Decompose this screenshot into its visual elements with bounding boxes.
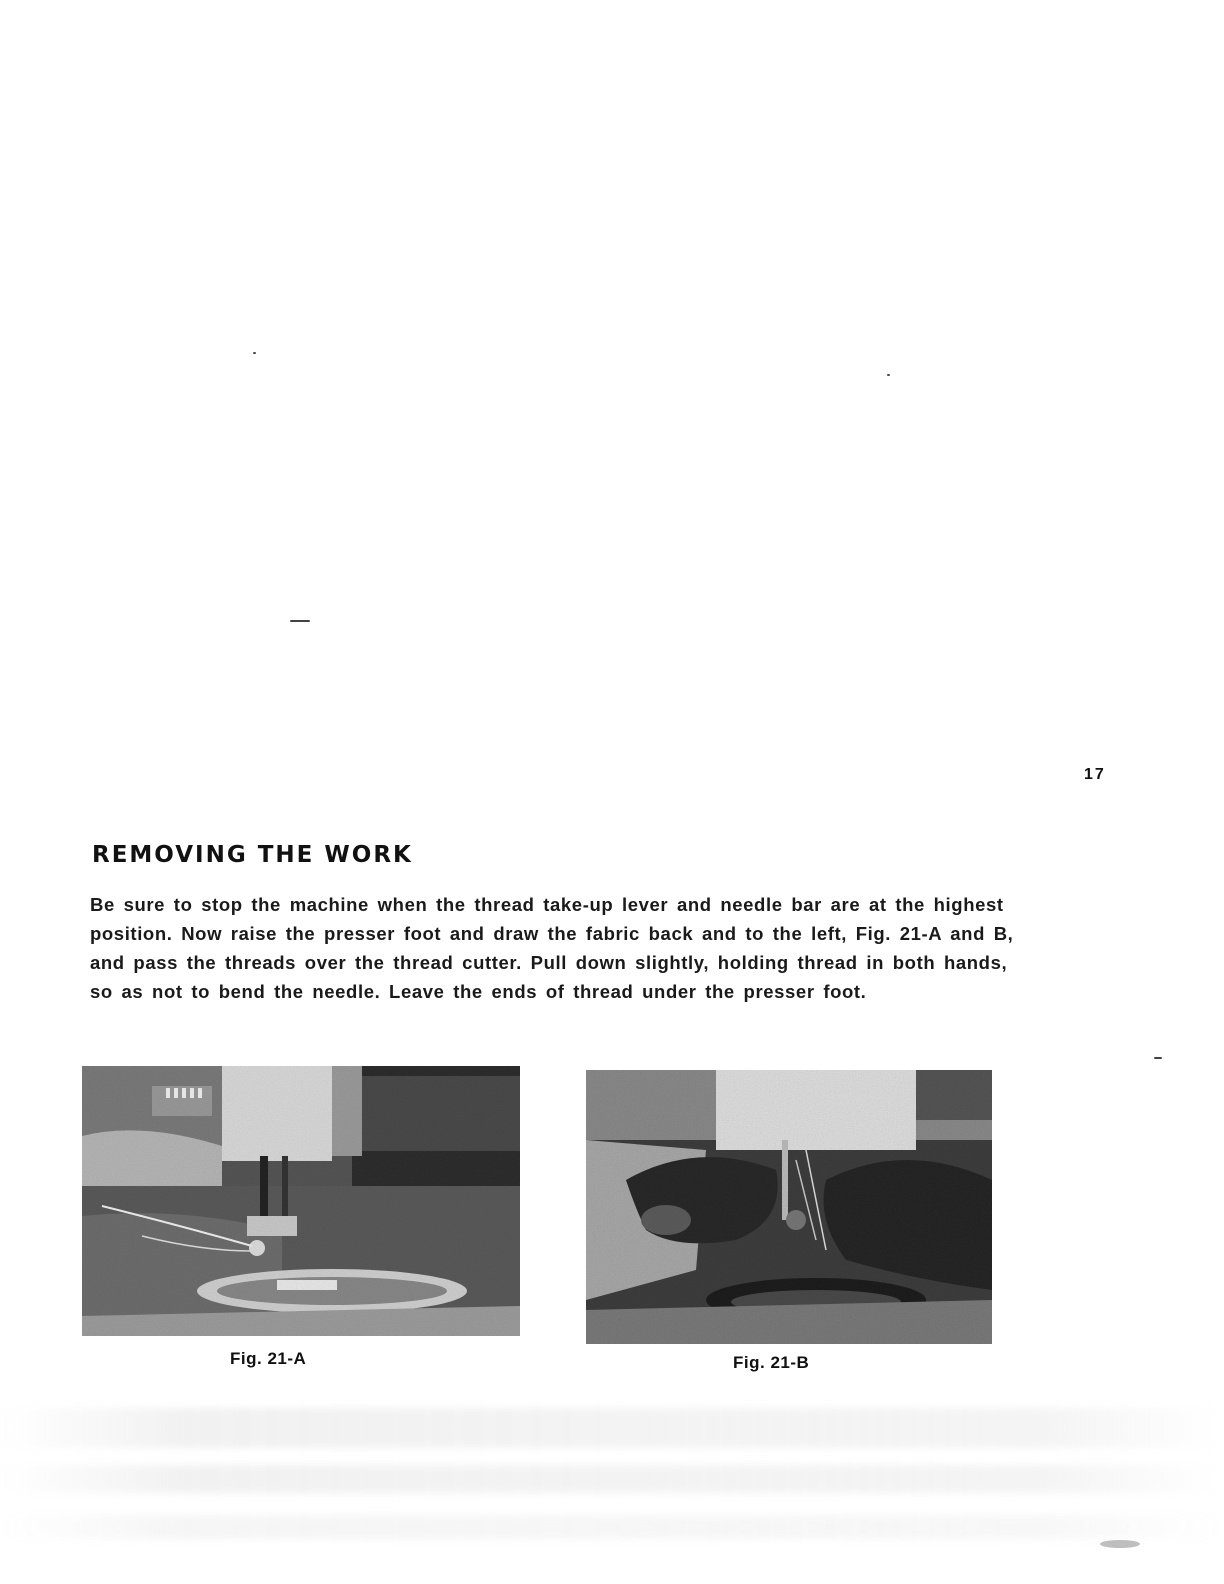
scan-speck — [253, 352, 256, 354]
scan-smudge — [0, 1465, 1224, 1493]
figure-21b-caption: Fig. 21-B — [733, 1353, 810, 1372]
figure-21b-illustration — [586, 1070, 992, 1344]
scan-smudge — [0, 1515, 1224, 1539]
figure-21a-illustration — [82, 1066, 520, 1336]
figure-21a-caption: Fig. 21-A — [230, 1349, 307, 1368]
scan-speck — [1100, 1540, 1140, 1548]
scan-speck — [887, 374, 890, 376]
figure-21a-photo — [82, 1066, 520, 1336]
scan-smudge — [0, 1408, 1224, 1448]
section-heading: REMOVING THE WORK — [92, 842, 413, 868]
scan-speck — [290, 620, 310, 622]
figure-21b-photo — [586, 1070, 992, 1344]
scan-speck — [1154, 1057, 1162, 1059]
page-number: 17 — [1084, 766, 1106, 783]
body-paragraph: Be sure to stop the machine when the thread take-up lever and needle bar are at the highest position. Now raise the presser foot and draw the fabric back and to the left, Fig. 21-A and B, and pass the threads over the thread cutter. Pull down slightly, holding thread in both hands, so as not to bend the needle. Leave the ends of thread under the presser foot. — [90, 894, 1014, 1002]
